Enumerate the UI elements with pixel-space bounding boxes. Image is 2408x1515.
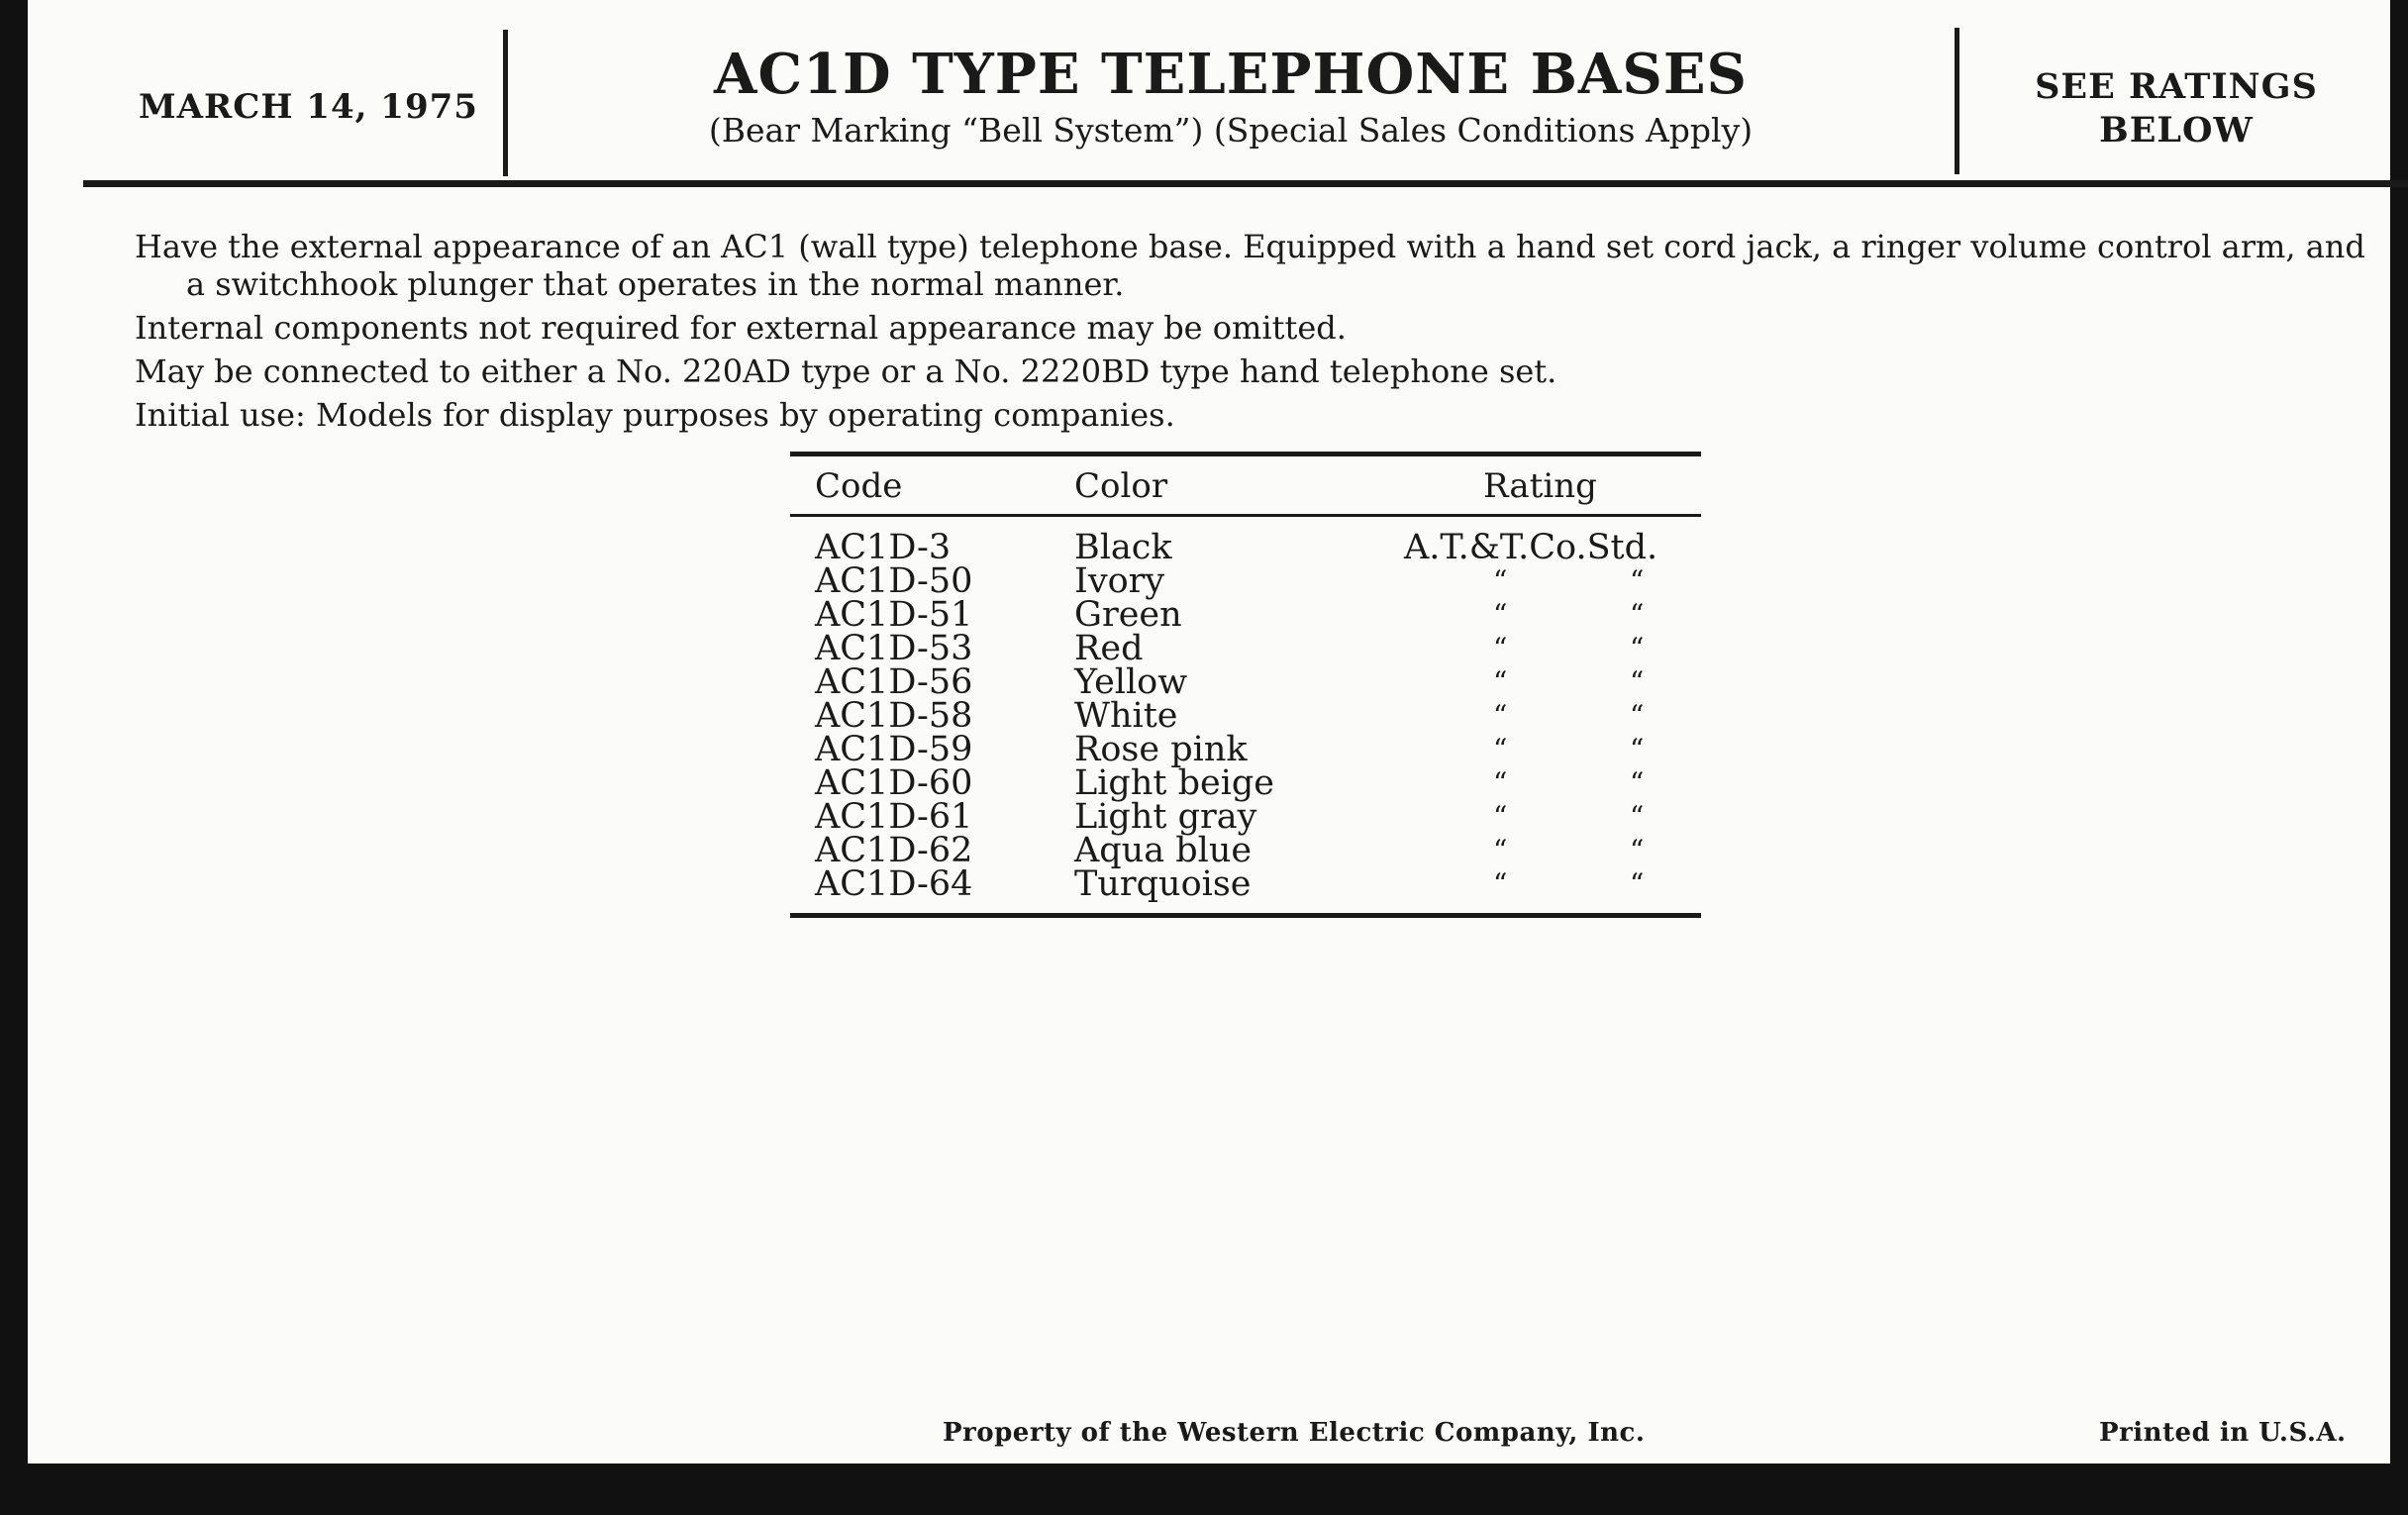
ditto-mark: “ <box>1630 564 1645 597</box>
table-row <box>790 595 1701 635</box>
footer-property: Property of the Western Electric Company, Inc. <box>943 1418 1646 1448</box>
cell-code: AC1D-59 <box>815 730 973 769</box>
description <box>135 228 2372 440</box>
cell-code: AC1D-3 <box>815 528 952 567</box>
table-body <box>790 517 1701 913</box>
cell-code: AC1D-62 <box>815 831 973 870</box>
ditto-mark: “ <box>1493 632 1508 664</box>
header-color: Color <box>1074 466 1168 506</box>
cell-color: Red <box>1074 629 1144 668</box>
cell-color: Light beige <box>1074 763 1275 803</box>
table-row <box>790 662 1701 702</box>
page-subtitle: (Bear Marking “Bell System”) (Special Sales Conditions Apply) <box>708 111 1754 150</box>
cell-color: Light gray <box>1074 797 1257 837</box>
cell-code: AC1D-50 <box>815 561 973 601</box>
ditto-mark: “ <box>1630 632 1645 664</box>
paragraph: May be connected to either a No. 220AD type or a No. 2220BD type hand telephone set. <box>135 353 1557 390</box>
table-bottom-rule <box>790 913 1701 918</box>
ditto-mark: “ <box>1630 867 1645 900</box>
table-row <box>790 797 1701 837</box>
ditto-mark: “ <box>1493 867 1508 900</box>
header-divider-right <box>1955 28 1959 174</box>
paragraph: Initial use: Models for display purposes by operating companies. <box>135 396 1175 434</box>
ditto-mark: “ <box>1630 598 1645 631</box>
cell-color: Yellow <box>1074 662 1188 702</box>
table-row <box>790 561 1701 601</box>
table-row <box>790 629 1701 668</box>
ditto-mark: “ <box>1493 598 1508 631</box>
cell-color: Black <box>1074 528 1172 567</box>
cell-color: Aqua blue <box>1074 831 1253 870</box>
header-date: MARCH 14, 1975 <box>139 87 478 127</box>
header-divider-left <box>503 30 508 176</box>
table-header <box>790 456 1701 514</box>
table-row <box>790 730 1701 769</box>
ditto-mark: “ <box>1493 665 1508 698</box>
ditto-mark: “ <box>1493 766 1508 799</box>
ditto-mark: “ <box>1493 800 1508 833</box>
ratings-line-1: SEE RATINGS <box>2035 66 2318 107</box>
cell-code: AC1D-64 <box>815 864 973 904</box>
ditto-mark: “ <box>1630 665 1645 698</box>
header-rule <box>83 180 2408 187</box>
paragraph: Have the external appearance of an AC1 (wall type) telephone base. Equipped with a hand set cord jack, a ringer volume control arm, and a switchhook plunger that operates in the normal manner. <box>135 228 2365 303</box>
ditto-mark: “ <box>1493 564 1508 597</box>
page-title: AC1D TYPE TELEPHONE BASES <box>714 42 1748 107</box>
cell-color: Ivory <box>1074 561 1165 601</box>
header-ratings-note <box>1962 65 2390 152</box>
footer-printed: Printed in U.S.A. <box>2099 1418 2347 1448</box>
cell-code: AC1D-61 <box>815 797 973 837</box>
ditto-mark: “ <box>1630 800 1645 833</box>
table-row <box>790 864 1701 904</box>
paragraph: Internal components not required for external appearance may be omitted. <box>135 309 1347 347</box>
cell-color: Rose pink <box>1074 730 1248 769</box>
document-card <box>28 0 2390 1464</box>
ditto-mark: “ <box>1630 699 1645 732</box>
cell-color: Green <box>1074 595 1182 635</box>
header-code: Code <box>815 466 903 506</box>
ditto-mark: “ <box>1493 699 1508 732</box>
ditto-mark: “ <box>1493 834 1508 866</box>
cell-code: AC1D-51 <box>815 595 973 635</box>
table-row <box>790 831 1701 870</box>
ditto-mark: “ <box>1630 733 1645 765</box>
ditto-mark: “ <box>1630 766 1645 799</box>
cell-color: Turquoise <box>1074 864 1252 904</box>
ditto-mark: “ <box>1630 834 1645 866</box>
cell-code: AC1D-60 <box>815 763 973 803</box>
header-rating: Rating <box>1483 466 1597 506</box>
ratings-line-2: BELOW <box>2099 110 2254 151</box>
ditto-mark: “ <box>1493 733 1508 765</box>
cell-code: AC1D-53 <box>815 629 973 668</box>
cell-code: AC1D-56 <box>815 662 973 702</box>
table-row <box>790 696 1701 736</box>
cell-rating: A.T.&T.Co.Std. <box>1404 528 1658 567</box>
ratings-table <box>790 452 1701 918</box>
table-row <box>790 763 1701 803</box>
table-row <box>790 528 1701 567</box>
cell-color: White <box>1074 696 1178 736</box>
cell-code: AC1D-58 <box>815 696 973 736</box>
header <box>28 0 2390 176</box>
